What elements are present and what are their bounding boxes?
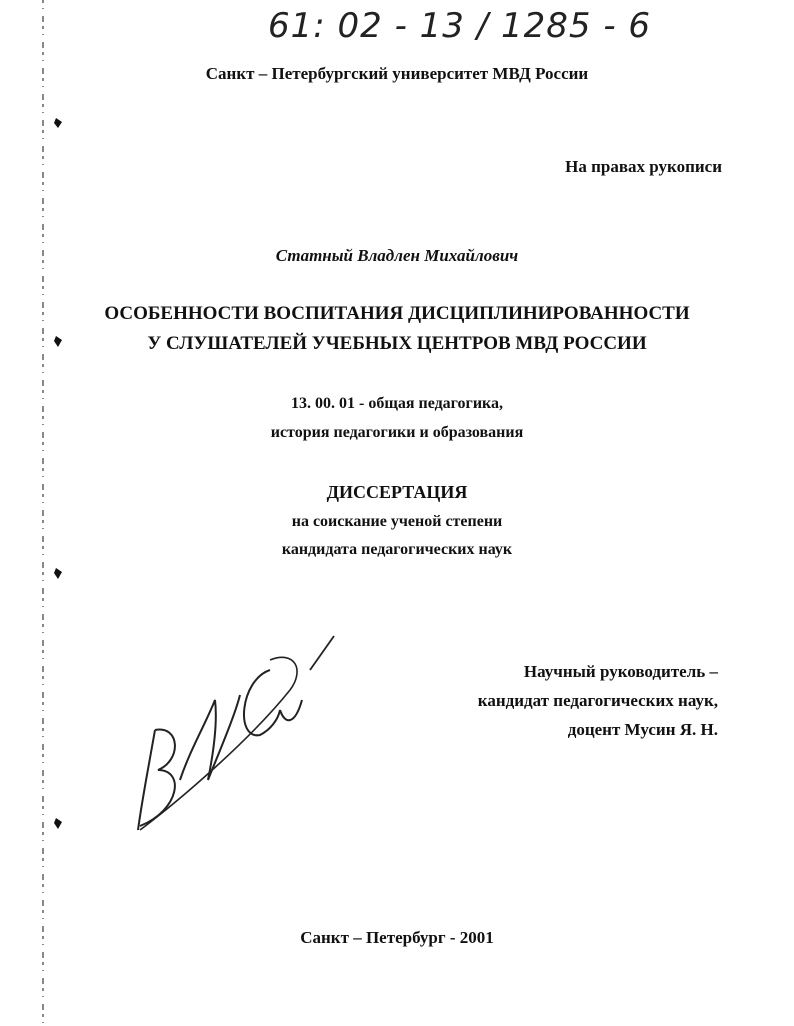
title-line-1: ОСОБЕННОСТИ ВОСПИТАНИЯ ДИСЦИПЛИНИРОВАННОСТИ [104,303,690,324]
university-name: Санкт – Петербургский университет МВД России [205,64,589,83]
specialty-line-2: история педагогики и образования [270,424,524,441]
supervisor-degree: кандидат педагогических наук, [477,691,718,710]
specialty-line-1: 13. 00. 01 - общая педагогика, [290,395,504,412]
archive-code-handwritten: 61: 02 - 13 / 1285 - 6 [268,6,652,46]
manuscript-rights-note: На правах рукописи [565,157,722,176]
city-year: Санкт – Петербург - 2001 [300,928,494,947]
degree-line-2: кандидата педагогических наук [281,541,513,558]
title-line-2: У СЛУШАТЕЛЕЙ УЧЕБНЫХ ЦЕНТРОВ МВД РОССИИ [147,333,647,354]
degree-line-1: на соискание ученой степени [291,513,503,530]
author-name: Статный Владлен Михайлович [275,246,519,265]
handwritten-signature [120,630,350,840]
document-type: ДИССЕРТАЦИЯ [326,482,468,502]
supervisor-name: доцент Мусин Я. Н. [567,720,718,739]
supervisor-label: Научный руководитель – [523,662,718,681]
